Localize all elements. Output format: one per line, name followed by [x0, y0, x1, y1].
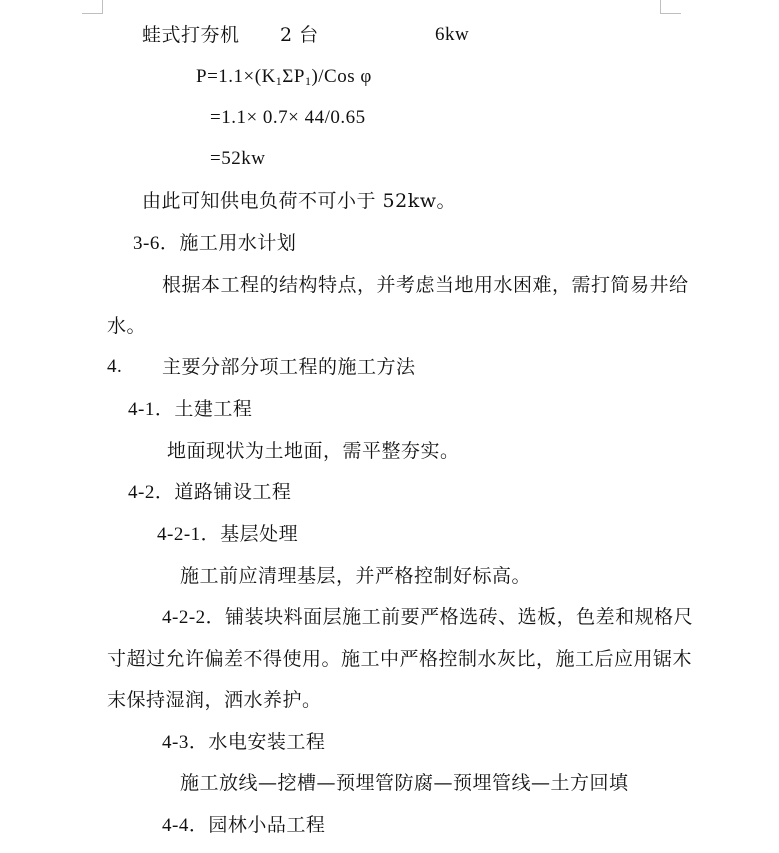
section-4-2-2-line-1 [162, 606, 693, 629]
section-4-1-body: 地面现状为土地面，需平整夯实。 [167, 440, 460, 462]
section-4-3-number: 4-3． [162, 732, 209, 753]
section-4-2-1-number: 4-2-1． [157, 524, 221, 545]
formula-suffix: )/Cos φ [311, 66, 372, 87]
formula-p-subscript: 1 [304, 74, 312, 88]
crop-mark-left-vertical [102, 0, 103, 13]
section-4-2-2-number: 4-2-2． [162, 607, 226, 628]
section-4-2-2-text: 铺装块料面层施工前要严格选砖、选板，色差和规格尺 [225, 606, 694, 628]
section-4-2-title: 道路铺设工程 [174, 481, 292, 503]
section-4-2-heading [128, 481, 291, 504]
section-4-title: 主要分部分项工程的施工方法 [162, 356, 416, 378]
formula-sigma-p: ΣP [282, 66, 305, 87]
formula-k-subscript: 1 [275, 74, 283, 88]
section-3-6-number: 3-6． [133, 233, 180, 254]
section-3-6-body-line-2: 水。 [107, 315, 147, 337]
section-4-3-body: 施工放线—挖槽—预埋管防腐—预埋管线—土方回填 [180, 772, 629, 794]
formula-prefix: P=1.1×(K [196, 66, 276, 87]
equipment-power: 6kw [435, 24, 470, 45]
section-4-2-1-title: 基层处理 [220, 523, 299, 545]
power-formula [196, 66, 372, 88]
formula-step-1: =1.1× 0.7× 44/0.65 [210, 107, 366, 128]
section-4-2-number: 4-2． [128, 482, 175, 503]
section-3-6-body-line-1: 根据本工程的结构特点，并考虑当地用水困难，需打简易井给 [162, 274, 689, 296]
section-4-4-number: 4-4． [162, 815, 209, 836]
section-4-4-title: 园林小品工程 [208, 814, 326, 836]
equipment-qty: 2 台 [280, 24, 319, 46]
section-4-number: 4. [107, 356, 123, 377]
section-4-1-title: 土建工程 [174, 398, 253, 420]
section-4-2-1-body: 施工前应清理基层，并严格控制好标高。 [180, 565, 532, 587]
equipment-name: 蛙式打夯机 [142, 24, 240, 46]
crop-mark-right-horizontal [660, 13, 681, 14]
section-4-3-title: 水电安装工程 [208, 731, 326, 753]
crop-mark-right-vertical [660, 0, 661, 13]
formula-step-2: =52kw [210, 148, 266, 169]
crop-mark-left-horizontal [82, 13, 103, 14]
section-4-2-1-heading [157, 523, 298, 546]
section-4-2-2-line-2: 寸超过允许偏差不得使用。施工中严格控制水灰比，施工后应用锯木 [107, 648, 693, 670]
conclusion-paragraph: 由此可知供电负荷不可小于 52kw。 [142, 190, 456, 212]
section-3-6-heading [133, 232, 296, 255]
section-4-2-2-line-3: 末保持湿润，洒水养护。 [107, 689, 322, 711]
section-4-1-heading [128, 398, 252, 421]
section-3-6-title: 施工用水计划 [179, 232, 297, 254]
section-4-1-number: 4-1． [128, 399, 175, 420]
section-4-4-heading [162, 814, 325, 837]
section-4-3-heading [162, 731, 325, 754]
